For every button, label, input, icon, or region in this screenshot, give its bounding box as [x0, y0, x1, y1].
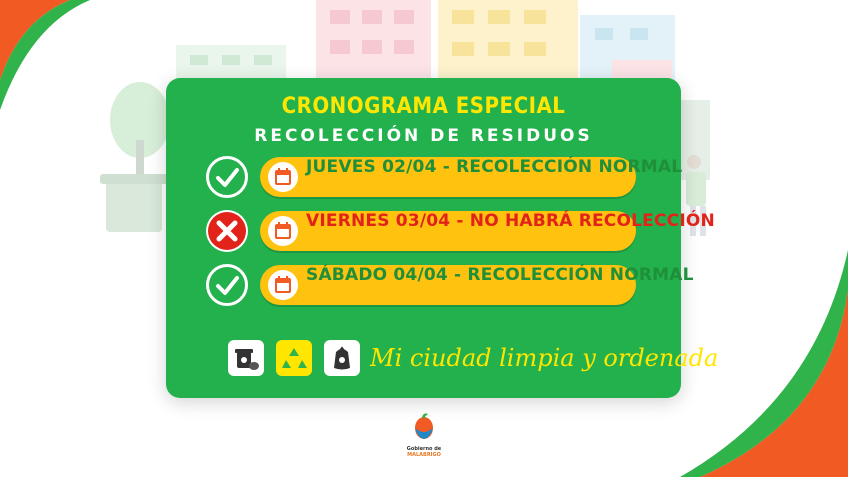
- card-subtitle: RECOLECCIÓN DE RESIDUOS: [254, 126, 593, 146]
- calendar-icon: [268, 162, 298, 192]
- schedule-row-saturday: [206, 264, 694, 306]
- card-title: CRONOGRAMA ESPECIAL: [281, 94, 566, 119]
- slogan: Mi ciudad limpia y ordenada: [370, 344, 719, 372]
- trash-bin-icon: [228, 340, 264, 376]
- logo-line2: MALABRIGO: [407, 452, 441, 458]
- recycle-icon: [276, 340, 312, 376]
- logo-emblem-icon: [402, 412, 446, 446]
- logo-line1: Gobierno de: [406, 446, 442, 452]
- schedule-text: JUEVES 02/04 - RECOLECCIÓN NORMAL: [306, 157, 683, 177]
- garbage-bag-icon: [324, 340, 360, 376]
- schedule-pill: [260, 265, 694, 305]
- schedule-pill: [260, 157, 683, 197]
- calendar-icon: [268, 216, 298, 246]
- schedule-row-friday: [206, 210, 715, 252]
- check-icon: [206, 264, 248, 306]
- x-icon: [206, 210, 248, 252]
- schedule-text: VIERNES 03/04 - NO HABRÁ RECOLECCIÓN: [306, 211, 715, 231]
- government-logo: [402, 412, 446, 462]
- check-icon: [206, 156, 248, 198]
- schedule-text: SÁBADO 04/04 - RECOLECCIÓN NORMAL: [306, 265, 694, 285]
- schedule-pill: [260, 211, 715, 251]
- schedule-card: [166, 78, 719, 398]
- schedule-row-thursday: [206, 156, 683, 198]
- calendar-icon: [268, 270, 298, 300]
